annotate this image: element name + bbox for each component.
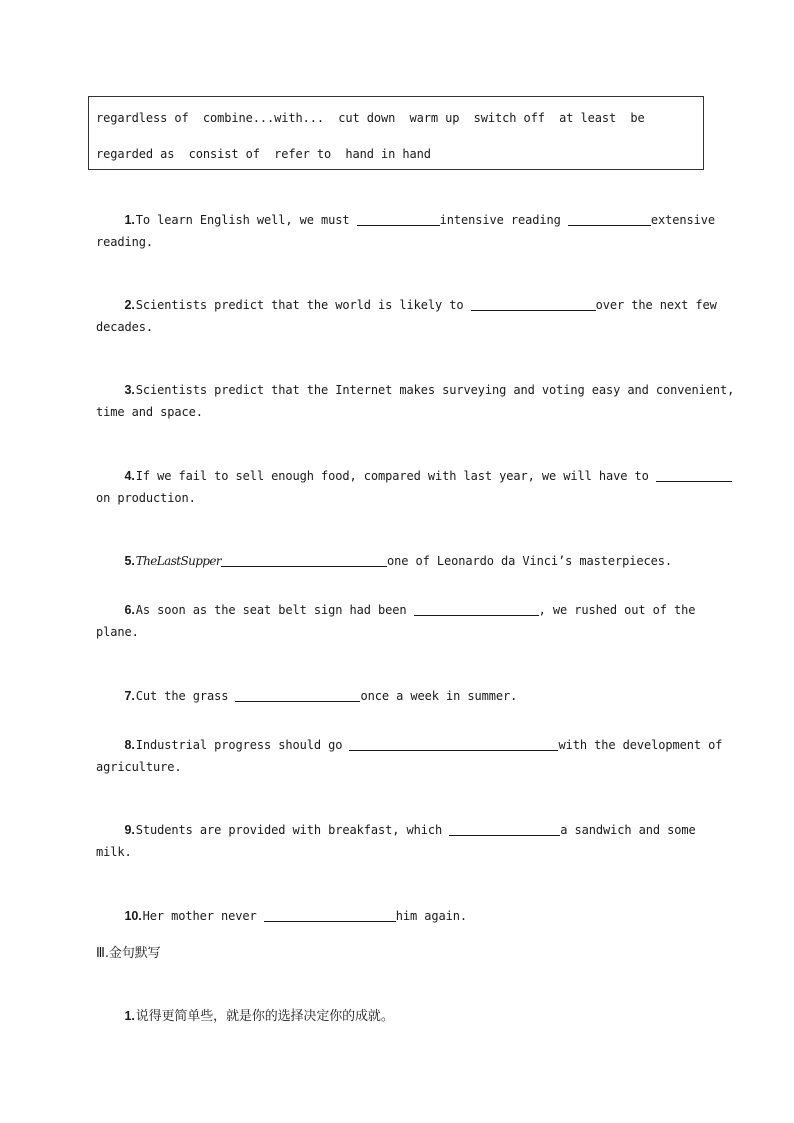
answer-blank[interactable] [235, 689, 360, 702]
question-9 [96, 809, 696, 851]
question-number: 8. [124, 738, 135, 752]
question-text: with the development of [558, 738, 723, 752]
question-8-continuation: agriculture. [96, 760, 182, 774]
question-number: 2. [124, 298, 135, 312]
question-6 [96, 589, 695, 631]
question-number: 9. [124, 823, 135, 837]
question-text: intensive reading [439, 213, 568, 227]
phrase-box-line-1: regardless of combine...with... cut down warm up switch off at least be [96, 111, 645, 125]
phrase-box [88, 96, 704, 170]
question-9-continuation: milk. [96, 845, 132, 859]
question-number: 10. [124, 909, 142, 923]
answer-blank[interactable] [656, 469, 732, 482]
question-text: one of Leonardo da Vinci’s masterpieces. [387, 554, 673, 568]
question-text: Scientists predict that the world is likely to [135, 298, 471, 312]
answer-blank[interactable] [568, 213, 651, 226]
item-number: 1. [124, 1009, 135, 1023]
question-2 [96, 284, 717, 326]
question-7 [96, 675, 517, 717]
answer-blank[interactable] [449, 823, 560, 836]
question-number: 7. [124, 689, 135, 703]
question-1 [96, 199, 715, 241]
answer-blank[interactable] [264, 909, 396, 922]
section-3-item-1 [96, 991, 394, 1038]
section-heading: Ⅲ.金句默写 [96, 946, 161, 961]
question-number: 4. [124, 469, 135, 483]
answer-blank[interactable] [349, 738, 558, 751]
item-text: 说得更简单些，就是你的选择决定你的成就。 [135, 1009, 394, 1024]
phrase-box-line-2: regarded as consist of refer to hand in hand [96, 147, 431, 161]
italic-title: TheLastSupper [135, 554, 222, 568]
answer-blank[interactable] [471, 298, 596, 311]
question-text: If we fail to sell enough food, compared with last year, we will have to [135, 469, 656, 483]
question-text: Scientists predict that the Internet makes surveying and voting easy and convenient, [135, 383, 735, 397]
question-text: To learn English well, we must [135, 213, 357, 227]
question-number: 1. [124, 213, 135, 227]
answer-blank[interactable] [414, 603, 539, 616]
question-3-continuation: time and space. [96, 405, 203, 419]
question-text: a sandwich and some [560, 823, 696, 837]
question-10 [96, 895, 467, 937]
question-4-continuation: on production. [96, 491, 196, 505]
question-text: Her mother never [142, 909, 264, 923]
question-text: once a week in summer. [360, 689, 518, 703]
answer-blank[interactable] [221, 554, 387, 567]
question-text: Students are provided with breakfast, which [135, 823, 450, 837]
question-number: 6. [124, 603, 135, 617]
question-text: him again. [395, 909, 467, 923]
question-text: , we rushed out of the [538, 603, 696, 617]
question-8 [96, 724, 722, 766]
question-text: Industrial progress should go [135, 738, 350, 752]
question-6-continuation: plane. [96, 625, 139, 639]
question-text: over the next few [595, 298, 717, 312]
question-5 [96, 540, 672, 582]
question-2-continuation: decades. [96, 320, 153, 334]
question-text: extensive [650, 213, 715, 227]
question-text: As soon as the seat belt sign had been [135, 603, 414, 617]
answer-blank[interactable] [357, 213, 440, 226]
question-1-continuation: reading. [96, 235, 153, 249]
question-number: 3. [124, 383, 135, 397]
question-number: 5. [124, 554, 135, 568]
question-text: Cut the grass [135, 689, 236, 703]
